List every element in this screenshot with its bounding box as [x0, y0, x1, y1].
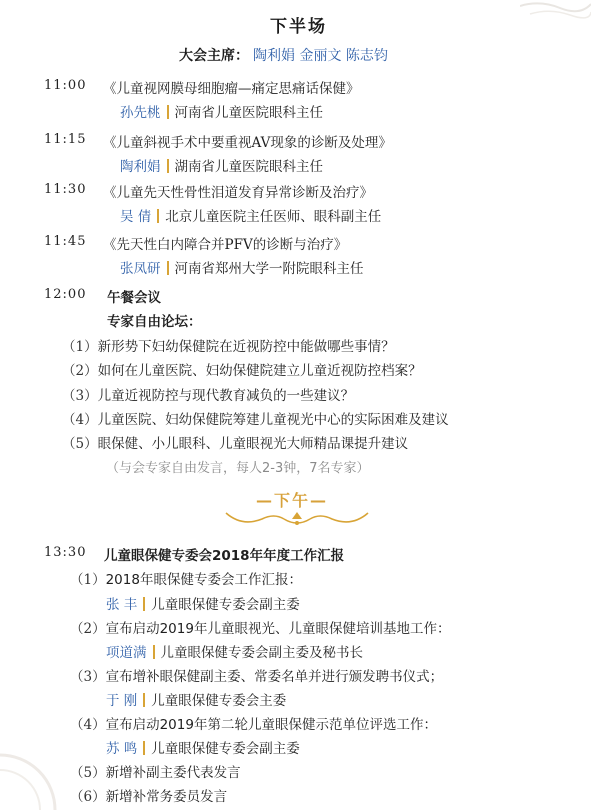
report-item	[70, 785, 227, 805]
divider	[153, 645, 155, 659]
talk-time: 11:30	[44, 182, 87, 197]
speaker-affiliation: 儿童眼保健专委会主委	[151, 693, 287, 709]
divider	[167, 105, 169, 119]
report-speaker-line	[106, 737, 300, 757]
talk-title: 《先天性白内障合并PFV的诊断与治疗》	[103, 237, 348, 253]
report-item-number: （2）	[70, 621, 106, 637]
report-item-number: （5）	[70, 765, 106, 781]
chair-names: 陶利娟 金丽文 陈志钧	[253, 48, 388, 64]
report-item	[70, 568, 302, 588]
report-item-number: （4）	[70, 717, 106, 733]
speaker-name: 苏 鸣	[106, 741, 138, 757]
speaker-affiliation: 儿童眼保健专委会副主委及秘书长	[160, 645, 363, 661]
forum-item-number: （5）	[62, 436, 98, 452]
talk-speaker-line	[120, 155, 323, 175]
report-title: 儿童眼保健专委会2018年年度工作汇报	[104, 548, 345, 564]
speaker-name: 吴 倩	[120, 209, 152, 225]
forum-item	[62, 408, 449, 428]
forum-item-text: 儿童医院、妇幼保健院筹建儿童视光中心的实际困难及建议	[97, 412, 449, 428]
divider	[157, 209, 159, 223]
divider	[143, 597, 145, 611]
speaker-name: 陶利娟	[120, 159, 161, 175]
talk-speaker-line	[120, 101, 323, 121]
forum-item	[62, 384, 354, 404]
speaker-affiliation: 北京儿童医院主任医师、眼科副主任	[165, 209, 382, 225]
forum-item	[62, 335, 395, 355]
report-speaker-line	[106, 593, 300, 613]
forum-item-text: 新形势下妇幼保健院在近视防控中能做哪些事情？	[97, 339, 395, 355]
talk-time: 11:15	[44, 132, 87, 147]
talk-speaker-line	[120, 205, 381, 225]
forum-item-number: （3）	[62, 388, 98, 404]
report-item-text: 宣布启动2019年第二轮儿童眼保健示范单位评选工作：	[105, 717, 437, 733]
speaker-affiliation: 儿童眼保健专委会副主委	[151, 597, 300, 613]
speaker-name: 于 刚	[106, 693, 138, 709]
afternoon-label: —下午—	[256, 491, 329, 510]
report-item-text: 新增补副主委代表发言	[105, 765, 241, 781]
forum-note: （与会专家自由发言，每人2-3钟，7名专家）	[106, 461, 370, 476]
speaker-name: 孙先桃	[120, 105, 161, 121]
report-speaker-line	[106, 689, 286, 709]
forum-item-number: （4）	[62, 412, 98, 428]
report-time: 13:30	[44, 545, 87, 560]
forum-item-number: （1）	[62, 339, 98, 355]
chair-label: 大会主席：	[179, 48, 249, 64]
report-item	[70, 761, 241, 781]
divider	[143, 693, 145, 707]
forum-item-text: 如何在儿童医院、妇幼保健院建立儿童近视防控档案？	[97, 363, 422, 379]
divider	[167, 261, 169, 275]
divider	[143, 741, 145, 755]
speaker-affiliation: 湖南省儿童医院眼科主任	[174, 159, 323, 175]
talk-title: 《儿童斜视手术中要重视AV现象的诊断及处理》	[103, 135, 392, 151]
afternoon-ornament	[222, 507, 372, 529]
report-item-text: 新增补常务委员发言	[105, 789, 228, 805]
bottom-left-ornament	[0, 740, 60, 810]
talk-speaker-line	[120, 257, 364, 277]
lunch-time: 12:00	[44, 287, 87, 302]
report-item-number: （6）	[70, 789, 106, 805]
report-item	[70, 665, 443, 685]
report-item-text: 宣布启动2019年儿童眼视光、儿童眼保健培训基地工作：	[105, 621, 451, 637]
speaker-affiliation: 河南省郑州大学一附院眼科主任	[174, 261, 364, 277]
report-item	[70, 617, 450, 637]
speaker-name: 张 丰	[106, 597, 138, 613]
chair-line	[179, 45, 388, 65]
report-item	[70, 713, 437, 733]
report-item-text: 宣布增补眼保健副主委、常委名单并进行颁发聘书仪式；	[105, 669, 444, 685]
report-item-text: 2018年眼保健专委会工作汇报：	[105, 572, 302, 588]
report-speaker-line	[106, 641, 363, 661]
talk-time: 11:45	[44, 234, 87, 249]
talk-time: 11:00	[44, 78, 87, 93]
forum-item	[62, 432, 408, 452]
forum-heading: 专家自由论坛：	[107, 314, 202, 330]
speaker-name: 张凤研	[120, 261, 161, 277]
forum-item-number: （2）	[62, 363, 98, 379]
divider	[167, 159, 169, 173]
report-item-number: （3）	[70, 669, 106, 685]
forum-item	[62, 359, 422, 379]
section-title: 下半场	[270, 17, 327, 37]
lunch-title: 午餐会议	[107, 290, 161, 306]
talk-title: 《儿童视网膜母细胞瘤—痛定思痛话保健》	[103, 81, 360, 97]
forum-item-text: 儿童近视防控与现代教育减负的一些建议？	[97, 388, 355, 404]
forum-item-text: 眼保健、小儿眼科、儿童眼视光大师精品课提升建议	[97, 436, 409, 452]
talk-title: 《儿童先天性骨性泪道发育异常诊断及治疗》	[103, 185, 373, 201]
speaker-affiliation: 儿童眼保健专委会副主委	[151, 741, 300, 757]
speaker-name: 项道满	[106, 645, 147, 661]
report-item-number: （1）	[70, 572, 106, 588]
speaker-affiliation: 河南省儿童医院眼科主任	[174, 105, 323, 121]
top-right-ornament	[520, 0, 591, 22]
